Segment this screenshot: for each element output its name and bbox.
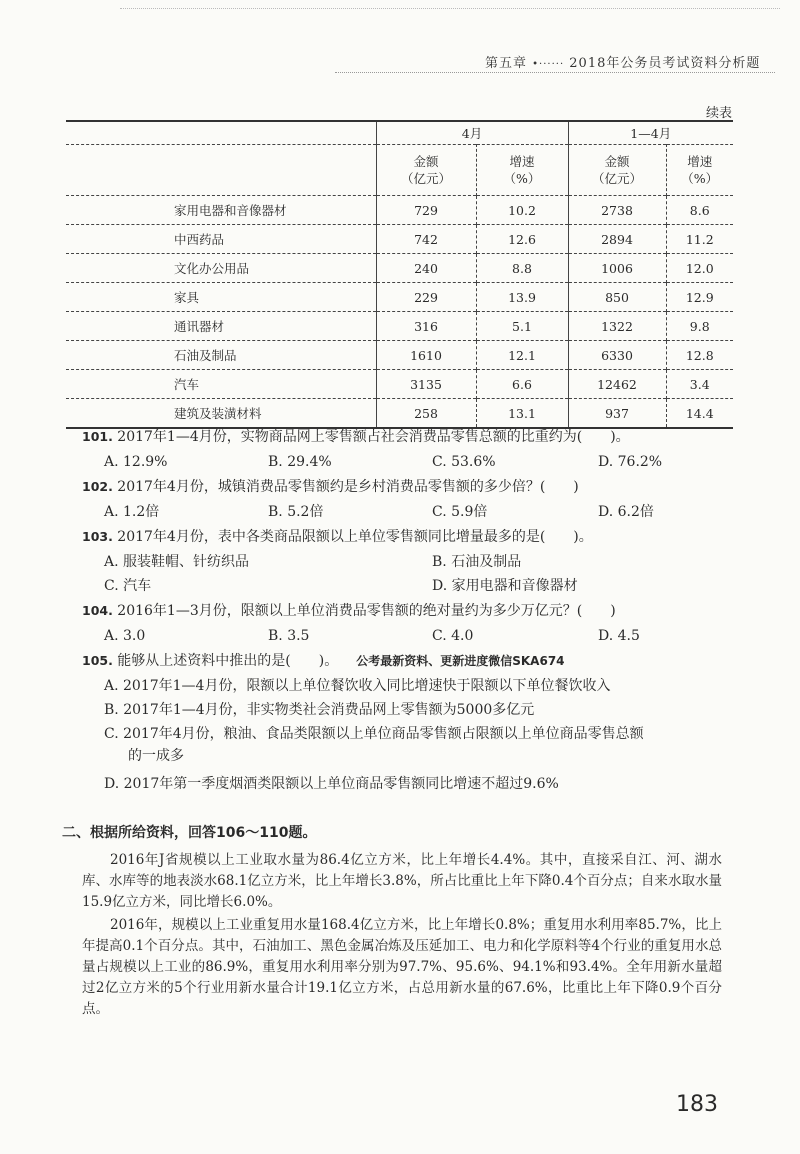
table-row [66, 312, 733, 341]
cell-ytd-growth: 12.9 [666, 283, 733, 312]
options-104 [82, 625, 722, 649]
option-b: B. 石油及制品 [432, 554, 522, 570]
question-105: 105. 能够从上述资料中推出的是( )。 公考最新资料、更新进度微信SKA674 [82, 653, 565, 669]
group-ytd: 1—4月 [568, 121, 733, 145]
table-column-header [66, 145, 733, 196]
table-row [66, 399, 733, 429]
header-title: 2018年公务员考试资料分析题 [569, 56, 761, 71]
option-c: C. 53.6% [432, 454, 496, 470]
cell-apr-growth: 6.6 [476, 370, 568, 399]
row-name: 通讯器材 [174, 319, 225, 334]
option-a: A. 服装鞋帽、针纺织品 [104, 554, 250, 570]
question-102: 102. 2017年4月份，城镇消费品零售额约是乡村消费品零售额的多少倍？( ) [82, 479, 579, 495]
cell-apr-amount: 742 [376, 225, 476, 254]
question-104: 104. 2016年1—3月份，限额以上单位消费品零售额的绝对量约为多少万亿元？( ) [82, 603, 616, 619]
row-name: 中西药品 [174, 232, 225, 247]
option-c: C. 5.9倍 [432, 504, 488, 520]
question-101: 101. 2017年1—4月份，实物商品网上零售额占社会消费品零售总额的比重约为( )。 [82, 429, 630, 445]
group-april: 4月 [376, 121, 568, 145]
cell-ytd-amount: 1322 [568, 312, 666, 341]
options-103-cd [82, 575, 722, 599]
options-102 [82, 501, 722, 525]
cell-apr-growth: 12.1 [476, 341, 568, 370]
option-a: A. 2017年1—4月份，限额以上单位餐饮收入同比增速快于限额以下单位餐饮收入 [104, 678, 611, 694]
row-name: 文化办公用品 [174, 261, 250, 276]
cell-apr-amount: 1610 [376, 341, 476, 370]
table-row [66, 254, 733, 283]
option-d: D. 2017年第一季度烟酒类限额以上单位商品零售额同比增速不超过9.6% [104, 776, 559, 792]
col-ytd-amount: 金额 （亿元） [568, 145, 666, 196]
cell-ytd-amount: 2738 [568, 196, 666, 225]
header-dots: •······ [532, 59, 565, 70]
table-row [66, 283, 733, 312]
col-apr-growth: 增速 （%） [476, 145, 568, 196]
table-row [66, 370, 733, 399]
table-row [66, 196, 733, 225]
cell-ytd-amount: 2894 [568, 225, 666, 254]
cell-apr-amount: 229 [376, 283, 476, 312]
paragraph-1: 2016年J省规模以上工业取水量为86.4亿立方米，比上年增长4.4%。其中，直接采自江、河、湖水库、水库等的地表淡水68.1亿立方米，比上年增长3.8%，所占比重比上年下降0.4个百分点；自来水取水量15.9亿立方米，同比增长6.0%。 [82, 852, 722, 910]
row-name: 石油及制品 [174, 348, 237, 363]
option-a: A. 12.9% [104, 454, 168, 470]
cell-apr-growth: 12.6 [476, 225, 568, 254]
cell-ytd-amount: 1006 [568, 254, 666, 283]
row-name: 建筑及装潢材料 [174, 406, 262, 421]
question-103: 103. 2017年4月份，表中各类商品限额以上单位零售额同比增量最多的是( )。 [82, 529, 593, 545]
option-d: D. 6.2倍 [598, 504, 654, 520]
cell-ytd-amount: 6330 [568, 341, 666, 370]
cell-ytd-amount: 12462 [568, 370, 666, 399]
col-apr-amount: 金额 （亿元） [376, 145, 476, 196]
option-d: D. 家用电器和音像器材 [432, 578, 578, 594]
cell-ytd-growth: 8.6 [666, 196, 733, 225]
col-ytd-growth: 增速 （%） [666, 145, 733, 196]
cell-apr-growth: 5.1 [476, 312, 568, 341]
cell-ytd-amount: 937 [568, 399, 666, 429]
table-row [66, 225, 733, 254]
row-name: 汽车 [174, 377, 200, 392]
row-name: 家用电器和音像器材 [174, 203, 287, 218]
ad-text: 公考最新资料、更新进度微信SKA674 [356, 654, 565, 668]
cell-ytd-growth: 14.4 [666, 399, 733, 429]
cell-ytd-growth: 12.8 [666, 341, 733, 370]
option-b: B. 29.4% [268, 454, 332, 470]
option-c: C. 2017年4月份，粮油、食品类限额以上单位商品零售额占限额以上单位商品零售总额 [104, 726, 644, 742]
option-c: C. 汽车 [104, 578, 152, 594]
cell-apr-growth: 13.9 [476, 283, 568, 312]
questions [82, 425, 722, 795]
option-a: A. 3.0 [104, 628, 146, 644]
option-b: B. 2017年1—4月份，非实物类社会消费品网上零售额为5000多亿元 [104, 702, 535, 718]
chapter-label: 第五章 [485, 56, 528, 71]
table-row [66, 341, 733, 370]
cell-apr-amount: 316 [376, 312, 476, 341]
cell-apr-growth: 8.8 [476, 254, 568, 283]
option-c: C. 4.0 [432, 628, 474, 644]
cell-ytd-amount: 850 [568, 283, 666, 312]
cell-ytd-growth: 3.4 [666, 370, 733, 399]
option-c-cont: 的一成多 [128, 748, 184, 764]
running-header [485, 52, 760, 71]
retail-table [66, 120, 733, 429]
option-a: A. 1.2倍 [104, 504, 160, 520]
cell-apr-amount: 729 [376, 196, 476, 225]
header-rule [335, 72, 775, 73]
cell-apr-amount: 258 [376, 399, 476, 429]
continued-label: 续表 [706, 106, 733, 121]
cell-ytd-growth: 11.2 [666, 225, 733, 254]
cell-apr-growth: 13.1 [476, 399, 568, 429]
table-group-header [66, 121, 733, 145]
row-name: 家具 [174, 290, 200, 305]
section-heading: 二、根据所给资料，回答106～110题。 [62, 825, 317, 841]
top-dotted-line [120, 8, 780, 9]
cell-apr-amount: 3135 [376, 370, 476, 399]
cell-ytd-growth: 9.8 [666, 312, 733, 341]
cell-apr-growth: 10.2 [476, 196, 568, 225]
paragraph-2: 2016年，规模以上工业重复用水量168.4亿立方米，比上年增长0.8%；重复用水利用率85.7%，比上年提高0.1个百分点。其中，石油加工、黑色金属冶炼及压延加工、电力和化学原料等4个行业的重复用水总量占规模以上工业的86.9%，重复用水利用率分别为97.7%、95.6%、94.1%和93.4%。全年用新水量超过2亿立方米的5个行业用新水量合计19.1亿立方米，占总用新水量的67.6%，比重比上年下降0.9个百分点。 [82, 917, 722, 1017]
option-d: D. 76.2% [598, 454, 663, 470]
cell-ytd-growth: 12.0 [666, 254, 733, 283]
page-number: 183 [676, 1092, 718, 1117]
options-101 [82, 451, 722, 475]
cell-apr-amount: 240 [376, 254, 476, 283]
option-b: B. 3.5 [268, 628, 310, 644]
option-b: B. 5.2倍 [268, 504, 324, 520]
option-d: D. 4.5 [598, 628, 640, 644]
options-103-ab [82, 551, 722, 575]
